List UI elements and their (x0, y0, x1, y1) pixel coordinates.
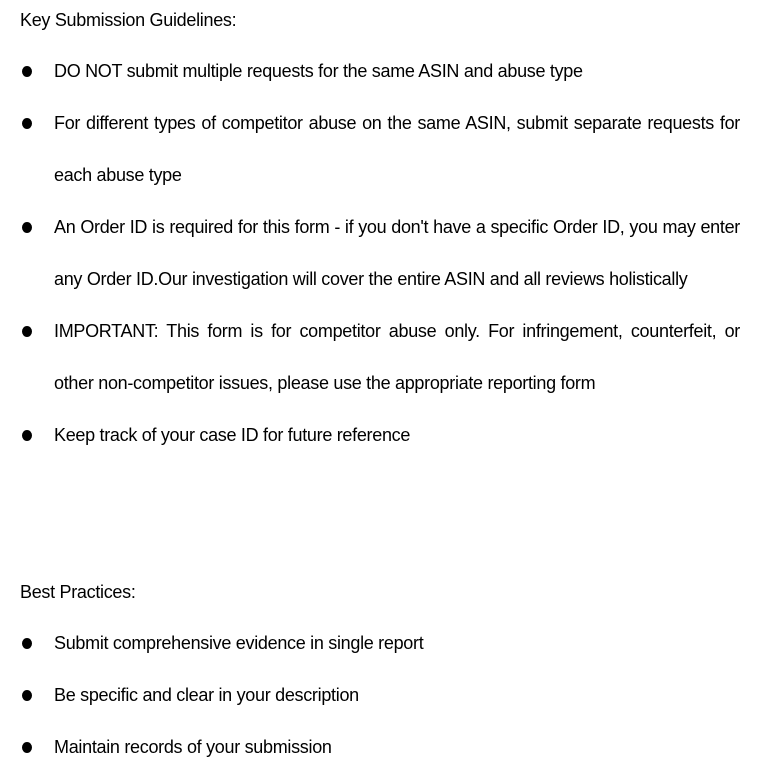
list-item-text: DO NOT submit multiple requests for the same ASIN and abuse type (54, 61, 583, 81)
bullet-icon (22, 638, 32, 649)
bullet-icon (22, 66, 32, 77)
list-item (0, 201, 771, 305)
list-item (0, 721, 771, 773)
section-heading-best-practices: Best Practices: (20, 582, 136, 602)
list-item (0, 409, 771, 461)
list-item (0, 617, 771, 669)
bullet-icon (22, 742, 32, 753)
bullet-icon (22, 222, 32, 233)
list-item (0, 45, 771, 97)
bullet-icon (22, 118, 32, 129)
bullet-icon (22, 690, 32, 701)
list-item (0, 305, 771, 409)
list-item-text: Keep track of your case ID for future reference (54, 425, 411, 445)
list-item-text: Be specific and clear in your description (54, 685, 359, 705)
list-item (0, 669, 771, 721)
list-item-text: An Order ID is required for this form - if you don't have a specific Order ID, you may enter any Order ID.Our investigation will cover the entire ASIN and all reviews holistically (54, 217, 740, 289)
list-item (0, 97, 771, 201)
bullet-icon (22, 326, 32, 337)
key-guidelines-list (0, 45, 771, 461)
list-item-text: IMPORTANT: This form is for competitor abuse only. For infringement, counterfeit, or other non-competitor issues, please use the appropriate reporting form (54, 321, 740, 393)
bullet-icon (22, 430, 32, 441)
list-item-text: Maintain records of your submission (54, 737, 332, 757)
best-practices-list (0, 617, 771, 773)
list-item-text: Submit comprehensive evidence in single report (54, 633, 424, 653)
section-heading-key-submission-guidelines: Key Submission Guidelines: (20, 10, 237, 30)
list-item-text: For different types of competitor abuse on the same ASIN, submit separate requests for each abuse type (54, 113, 740, 185)
